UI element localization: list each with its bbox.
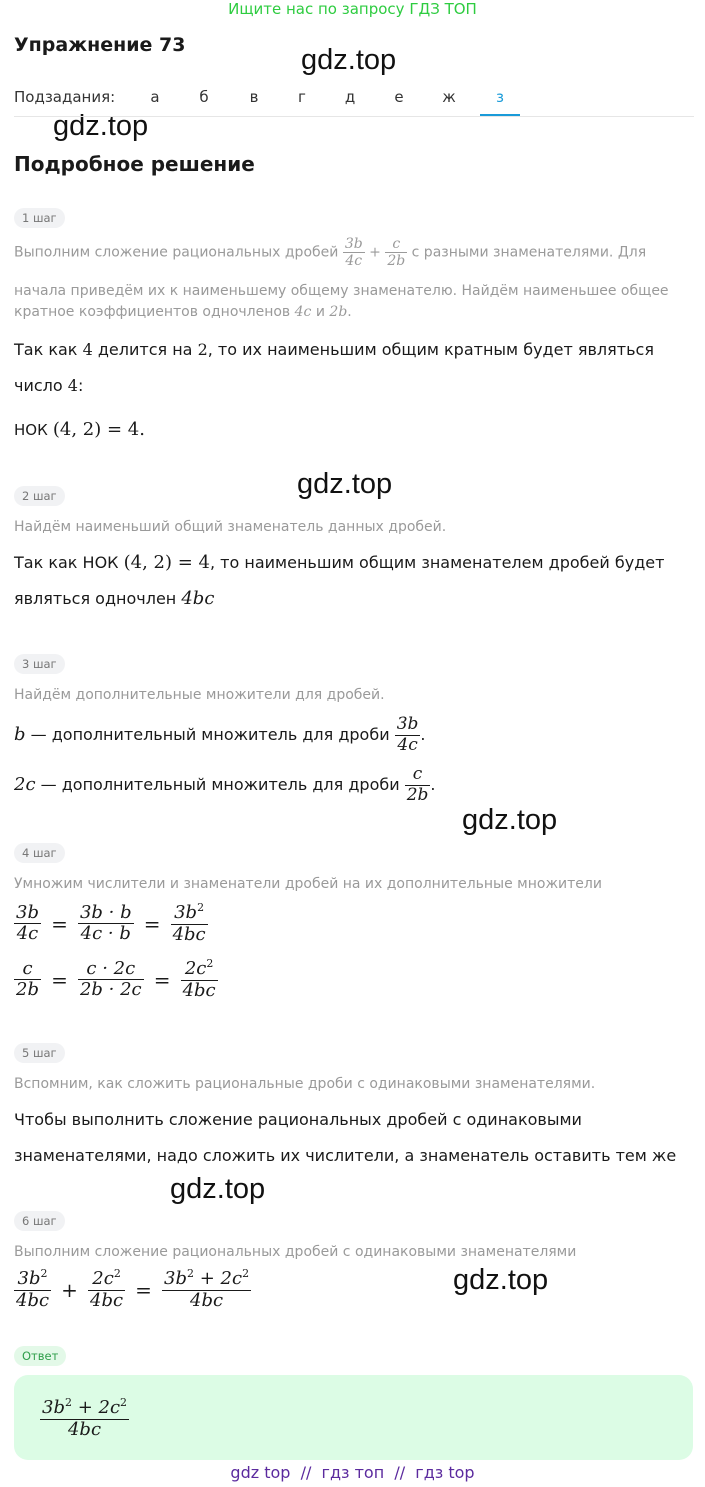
watermark: gdz.top xyxy=(301,44,397,76)
fraction-c-2b: $\frac{c}{2b}$ xyxy=(387,236,406,270)
step-6-badge: 6 шаг xyxy=(14,1210,65,1229)
top-banner: Ищите нас по запросу ГДЗ ТОП xyxy=(228,0,477,18)
watermark: gdz.top xyxy=(53,110,149,142)
watermark: gdz.top xyxy=(453,1264,549,1296)
step-3-hint: Найдём дополнительные множители для дробей. xyxy=(14,687,385,703)
footer-links: gdz top // гдз топ // гдз top xyxy=(230,1463,475,1482)
step-5-badge: 5 шаг xyxy=(14,1042,65,1061)
watermark: gdz.top xyxy=(170,1173,266,1205)
watermark: gdz.top xyxy=(462,804,558,836)
step-3-badge: 3 шаг xyxy=(14,653,65,672)
fraction-3b-4c: $\frac{3b}{4c}$ xyxy=(344,236,363,270)
tab-b[interactable]: б xyxy=(199,88,209,106)
step-1-text: Так как 4 делится на 2, то их наименьшим общим кратным будет являться xyxy=(14,340,654,359)
step-3-line-1: b — дополнительный множитель для дроби $\frac{3b}{4c}$ . xyxy=(14,714,426,755)
tab-g[interactable]: г xyxy=(298,88,306,106)
step-5-text-line2: знаменателями, надо сложить их числители, а знаменатель оставить тем же xyxy=(14,1146,677,1165)
step-5-hint: Вспомним, как сложить рациональные дроби с одинаковыми знаменателями. xyxy=(14,1076,596,1092)
step-1-nok: НОК (4, 2) = 4. xyxy=(14,419,145,440)
step-1-badge: 1 шаг xyxy=(14,207,65,226)
step-2-text: Так как НОК (4, 2) = 4, то наименьшим общим знаменателем дробей будет xyxy=(14,552,665,573)
step-3-line-2: 2c — дополнительный множитель для дроби $\frac{c}{2b}$ . xyxy=(14,764,436,805)
step-2-badge: 2 шаг xyxy=(14,485,65,504)
page-title: Упражнение 73 xyxy=(14,34,186,56)
answer-badge: Ответ xyxy=(14,1345,66,1364)
step-4-hint: Умножим числители и знаменатели дробей на их дополнительные множители xyxy=(14,876,602,892)
step-1-text-line2: число 4: xyxy=(14,376,84,395)
step-4-equation-2: $\frac{c}{2b}$ = $\frac{c \cdot 2c}{2b \cdot 2c}$ = $\frac{2c^2}{4bc}$ xyxy=(16,957,216,1001)
tab-d[interactable]: д xyxy=(344,88,356,106)
subtasks-label: Подзадания: xyxy=(14,88,116,106)
step-6-equation: $\frac{3b^2}{4bc}$ + $\frac{2c^2}{4bc}$ = $\frac{3b^2 + 2c^2}{4bc}$ xyxy=(16,1267,250,1311)
step-4-equation-1: $\frac{3b}{4c}$ = $\frac{3b \cdot b}{4c \cdot b}$ = $\frac{3b^2}{4bc}$ xyxy=(16,901,206,945)
section-title: Подробное решение xyxy=(14,152,255,176)
tab-e[interactable]: е xyxy=(394,88,404,106)
step-4-badge: 4 шаг xyxy=(14,842,65,861)
fraction-3b-4c: $\frac{3b}{4c}$ xyxy=(396,714,419,755)
tab-z-active[interactable]: з xyxy=(480,88,520,116)
step-5-text-line1: Чтобы выполнить сложение рациональных дробей с одинаковыми xyxy=(14,1110,582,1129)
tab-v[interactable]: в xyxy=(249,88,259,106)
tab-zh[interactable]: ж xyxy=(442,88,456,106)
answer-fraction: $\frac{3b^2 + 2c^2}{4bc}$ xyxy=(42,1396,128,1440)
step-2-hint: Найдём наименьший общий знаменатель данных дробей. xyxy=(14,519,447,535)
step-1-hint: Выполним сложение рациональных дробей $\frac{3b}{4c}$ + $\frac{c}{2b}$ с разными знаменателями. Для xyxy=(14,236,647,270)
step-1-hint-line2: начала приведём их к наименьшему общему знаменателю. Найдём наименьшее общее xyxy=(14,283,669,299)
subtasks-nav xyxy=(14,86,694,117)
step-6-hint: Выполним сложение рациональных дробей с одинаковыми знаменателями xyxy=(14,1244,577,1260)
step-2-text-line2: являться одночлен 4bc xyxy=(14,588,215,609)
tab-a[interactable]: а xyxy=(150,88,160,106)
fraction-c-2b: $\frac{c}{2b}$ xyxy=(406,764,429,805)
answer-box xyxy=(14,1375,693,1460)
step-1-hint-line3: кратное коэффициентов одночленов 4c и 2b. xyxy=(14,304,352,320)
watermark: gdz.top xyxy=(297,468,393,500)
